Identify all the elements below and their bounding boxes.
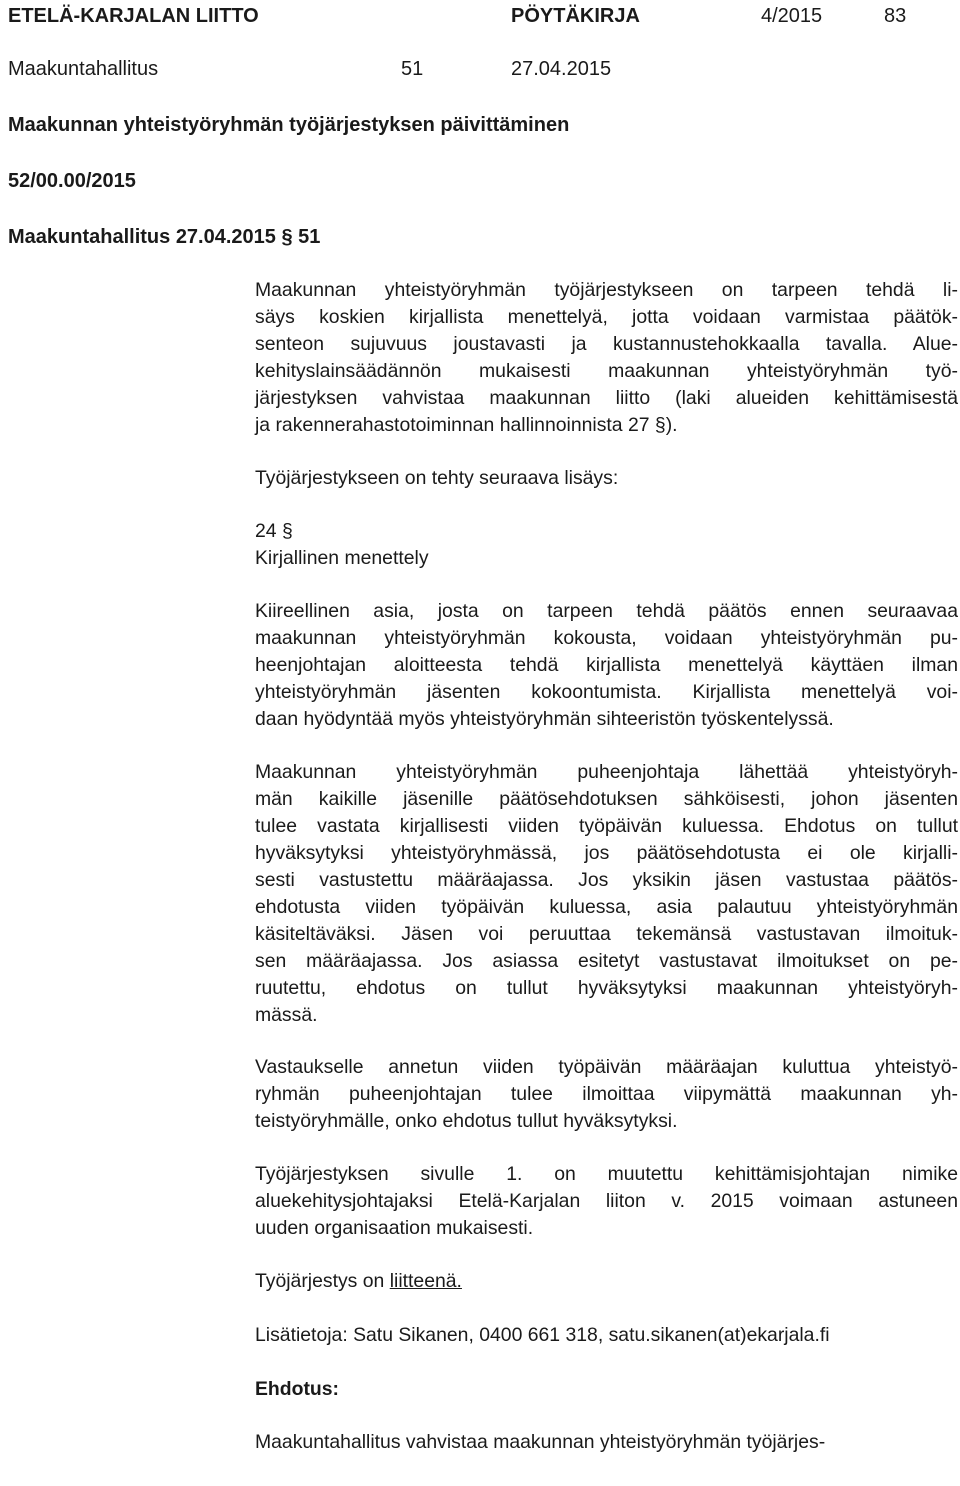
text-line: mässä.	[255, 1004, 318, 1026]
proposal-text: Maakuntahallitus vahvistaa maakunnan yhteistyöryhmän työjärjes-	[255, 1431, 826, 1453]
paragraph-4	[255, 1161, 958, 1242]
text-line: Maakunnan yhteistyöryhmän työjärjestykseen on tarpeen tehdä li-	[255, 279, 958, 301]
addition-intro: Työjärjestykseen on tehty seuraava lisäys:	[255, 467, 619, 489]
text-line: käsiteltäväksi. Jäsen voi peruuttaa tekemänsä vastustavan ilmoituk-	[255, 923, 958, 945]
proposal-heading: Ehdotus:	[255, 1378, 340, 1400]
document-type: PÖYTÄKIRJA	[511, 5, 640, 27]
text-line: teistyöryhmälle, onko ehdotus tullut hyväksytyksi.	[255, 1110, 678, 1132]
text-line: heenjohtajan aloitteesta tehdä kirjallista menettelyä käyttäen ilman	[255, 654, 958, 676]
text-line: Vastaukselle annetun viiden työpäivän määräajan kuluttua yhteistyö-	[255, 1056, 958, 1078]
paragraph-3	[255, 1054, 958, 1135]
text-line: yhteistyöryhmän jäsenten kokoontumista. Kirjallista menettelyä voi-	[255, 681, 958, 703]
paragraph-2	[255, 759, 958, 1029]
attachment-text: Työjärjestys on	[255, 1270, 385, 1292]
attachment-line	[255, 1268, 462, 1295]
text-line: ruutettu, ehdotus on tullut hyväksytyksi maakunnan yhteistyöryh-	[255, 977, 958, 999]
text-line: säys koskien kirjallista menettelyä, jotta voidaan varmistaa päätök-	[255, 306, 958, 328]
text-line: maakunnan yhteistyöryhmän kokousta, voidaan yhteistyöryhmän pu-	[255, 627, 958, 649]
text-line: sesti vastustettu määräajassa. Jos yksikin jäsen vastustaa päätös-	[255, 869, 958, 891]
body-name: Maakuntahallitus	[8, 58, 159, 80]
text-line: Maakunnan yhteistyöryhmän puheenjohtaja lähettää yhteistyöryh-	[255, 761, 958, 783]
text-line: aluekehitysjohtajaksi Etelä-Karjalan liiton v. 2015 voimaan astuneen	[255, 1190, 958, 1212]
text-line: sen määräajassa. Jos asiassa esitetyt vastustavat ilmoitukset on pe-	[255, 950, 958, 972]
paragraph-1	[255, 598, 958, 733]
text-line: daan hyödyntää myös yhteistyöryhmän sihteeristön työskentelyssä.	[255, 708, 834, 730]
text-line: ryhmän puheenjohtajan tulee ilmoittaa viipymättä maakunnan yh-	[255, 1083, 958, 1105]
text-line: tulee vastata kirjallisesti viiden työpäivän kuluessa. Ehdotus on tullut	[255, 815, 958, 837]
page-title: Maakunnan yhteistyöryhmän työjärjestyksen päivittäminen	[8, 114, 570, 136]
meeting-date: 27.04.2015	[511, 58, 612, 80]
meeting-reference: Maakuntahallitus 27.04.2015 § 51	[8, 226, 321, 248]
contact-info: Lisätietoja: Satu Sikanen, 0400 661 318, satu.sikanen(at)ekarjala.fi	[255, 1324, 830, 1346]
text-line: Kiireellinen asia, josta on tarpeen tehdä päätös ennen seuraavaa	[255, 600, 958, 622]
text-line: ja rakennerahastotoiminnan hallinnoinnista 27 §).	[255, 414, 678, 436]
page-number: 83	[884, 5, 907, 27]
section-number: 51	[401, 58, 424, 80]
section-heading-number: 24 §	[255, 520, 293, 542]
text-line: järjestyksen vahvistaa maakunnan liitto (laki alueiden kehittämisestä	[255, 387, 958, 409]
section-heading-title: Kirjallinen menettely	[255, 547, 429, 569]
document-number: 4/2015	[761, 5, 823, 27]
text-line: uuden organisaation mukaisesti.	[255, 1217, 534, 1239]
text-line: kehityslainsäädännön mukaisesti maakunnan yhteistyöryhmän työ-	[255, 360, 958, 382]
text-line: ehdotusta viiden työpäivän kuluessa, asia palautuu yhteistyöryhmän	[255, 896, 958, 918]
intro-paragraph	[255, 277, 958, 439]
org-name: ETELÄ-KARJALAN LIITTO	[8, 5, 259, 27]
text-line: Työjärjestyksen sivulle 1. on muutettu kehittämisjohtajan nimike	[255, 1163, 958, 1185]
text-line: hyväksytyksi yhteistyöryhmässä, jos päätösehdotusta ei ole kirjalli-	[255, 842, 958, 864]
text-line: senteon sujuvuus joustavasti ja kustannustehokkaalla tavalla. Alue-	[255, 333, 958, 355]
record-id: 52/00.00/2015	[8, 170, 136, 192]
attachment-link[interactable]: liitteenä.	[389, 1270, 462, 1292]
text-line: män kaikille jäsenille päätösehdotuksen sähköisesti, johon jäsenten	[255, 788, 958, 810]
